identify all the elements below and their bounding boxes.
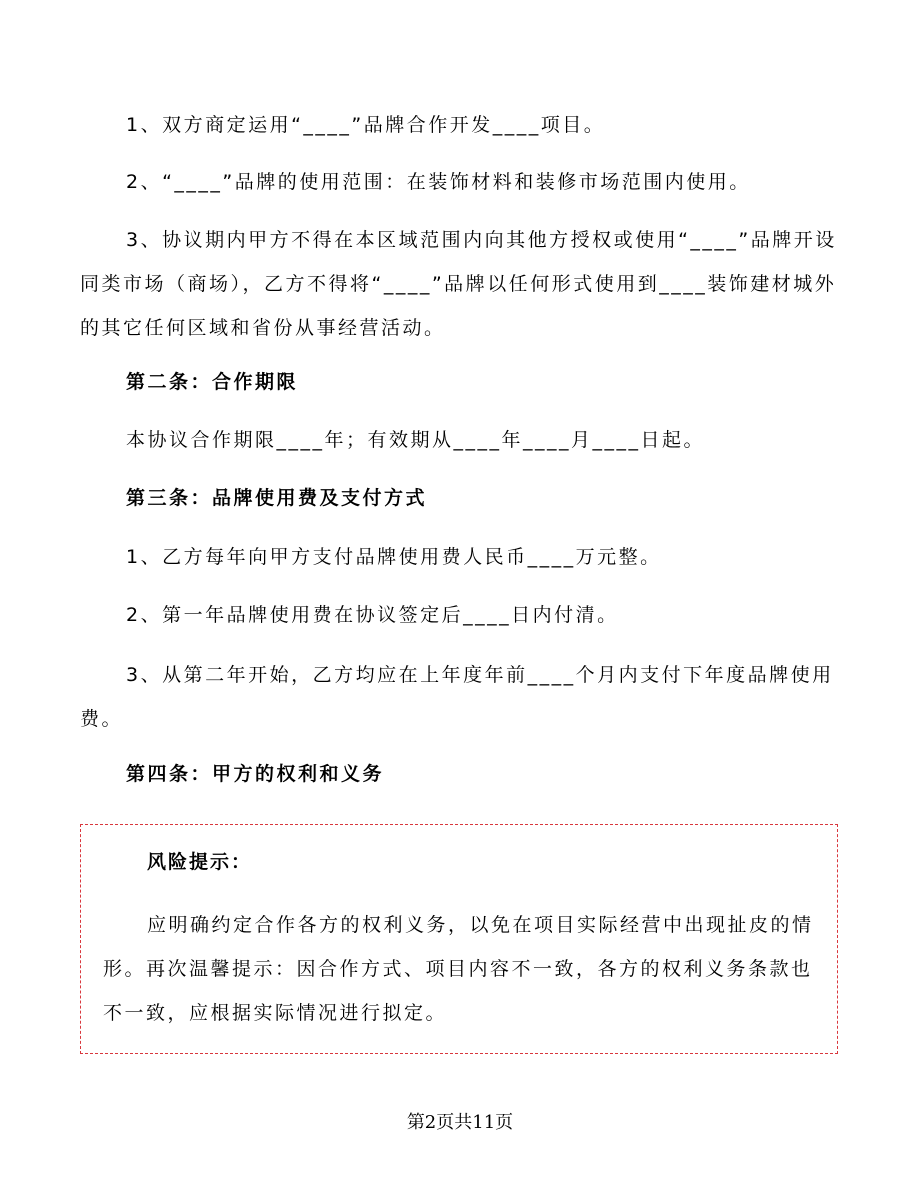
section-heading-2: 第二条：合作期限	[126, 371, 299, 393]
clause-fee-3: 3、从第二年开始，乙方均应在上年度年前____个月内支付下年度品牌使用费。	[80, 664, 834, 730]
risk-notice-box	[80, 824, 838, 1054]
section-heading-3: 第三条：品牌使用费及支付方式	[126, 487, 428, 509]
clause-3: 3、协议期内甲方不得在本区域范围内向其他方授权或使用“____”品牌开设同类市场（商场），乙方不得将“____”品牌以任何形式使用到____装饰建材城外的其它任何区域和省份从事经营活动。	[80, 229, 837, 339]
clause-term: 本协议合作期限____年；有效期从____年____月____日起。	[126, 429, 706, 451]
clause-1: 1、双方商定运用“____”品牌合作开发____项目。	[126, 114, 606, 136]
risk-notice-text: 应明确约定合作各方的权利义务，以免在项目实际经营中出现扯皮的情形。再次温馨提示：因合作方式、项目内容不一致，各方的权利义务条款也不一致，应根据实际情况进行拟定。	[103, 914, 814, 1024]
page-number: 第2页共11页	[406, 1112, 514, 1133]
risk-notice-title: 风险提示：	[147, 851, 253, 873]
clause-2: 2、“____”品牌的使用范围：在装饰材料和装修市场范围内使用。	[126, 171, 751, 193]
clause-fee-2: 2、第一年品牌使用费在协议签定后____日内付清。	[126, 604, 619, 626]
section-heading-4: 第四条：甲方的权利和义务	[126, 763, 385, 785]
clause-fee-1: 1、乙方每年向甲方支付品牌使用费人民币____万元整。	[126, 546, 662, 568]
